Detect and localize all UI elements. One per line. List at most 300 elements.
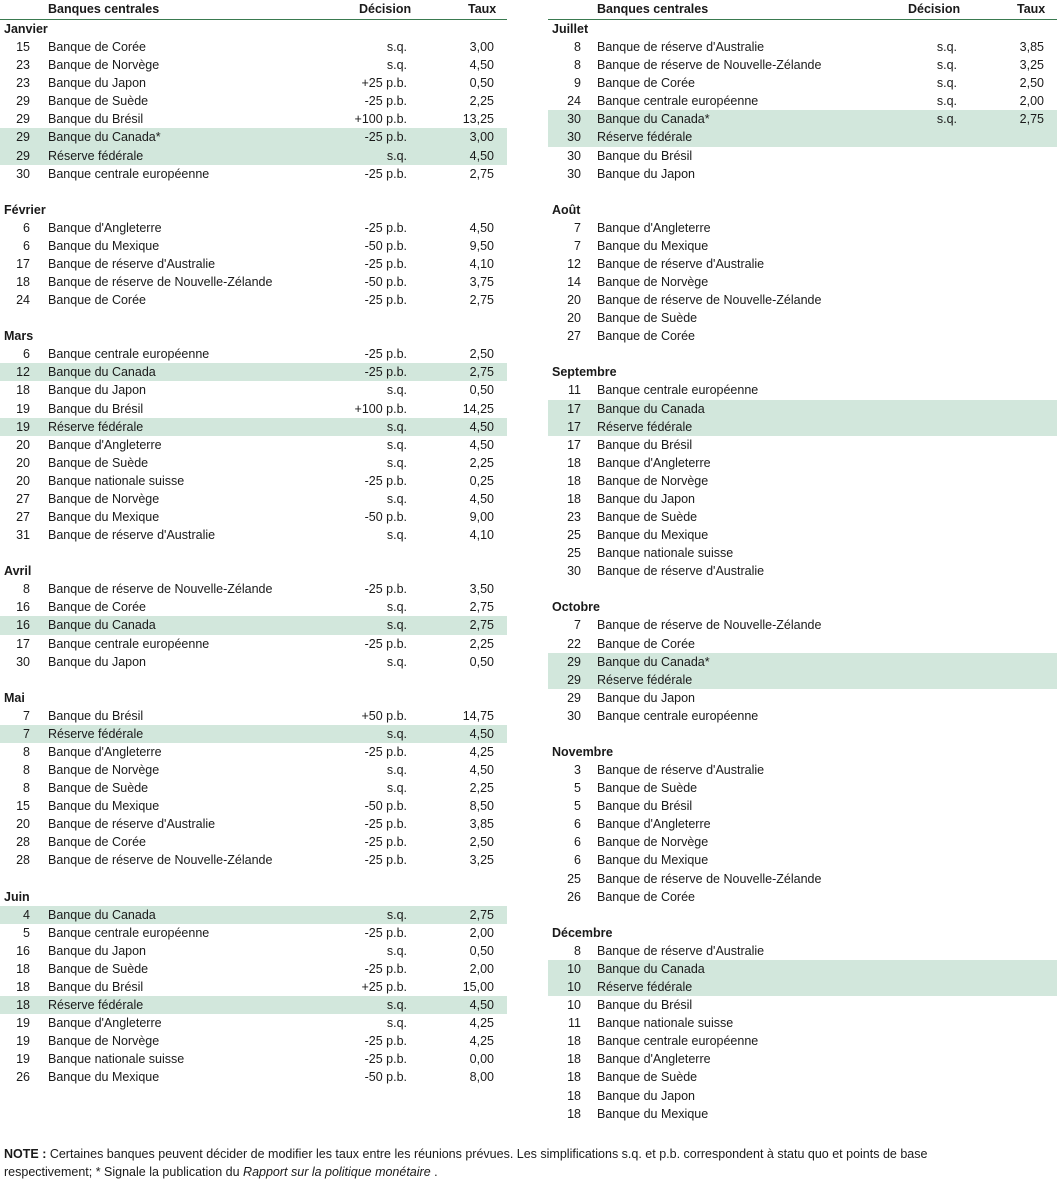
day-cell: 30 (16, 166, 30, 181)
bank-cell: Banque du Mexique (48, 799, 160, 814)
rate-cell: 8,50 (469, 799, 494, 814)
table-row (0, 400, 507, 418)
day-cell: 19 (16, 1052, 30, 1067)
table-row (548, 309, 1057, 327)
day-cell: 7 (23, 708, 30, 723)
rate-cell: 9,00 (469, 510, 494, 525)
table-row (548, 418, 1057, 436)
table-row (548, 38, 1057, 56)
bank-cell: Banque du Canada* (48, 130, 161, 145)
table-row (548, 92, 1057, 110)
bank-cell: Banque du Canada* (597, 112, 710, 127)
day-cell: 6 (574, 835, 581, 850)
bank-cell: Banque du Canada (597, 961, 705, 976)
bank-cell: Banque du Mexique (597, 853, 709, 868)
rate-cell: 3,85 (1019, 40, 1044, 54)
rate-cell: 4,50 (469, 58, 494, 73)
table-row (0, 1068, 507, 1086)
day-cell: 18 (567, 1070, 581, 1085)
rate-cell: 3,00 (469, 130, 494, 145)
rate-cell: 13,25 (462, 112, 494, 127)
table-row (548, 1105, 1057, 1123)
bank-cell: Banque d'Angleterre (48, 1016, 162, 1031)
table-row (548, 653, 1057, 671)
day-cell: 18 (567, 1106, 581, 1121)
day-cell: 17 (16, 636, 30, 651)
rate-cell: 14,25 (462, 401, 494, 416)
day-cell: 29 (567, 690, 581, 705)
day-cell: 15 (16, 40, 30, 54)
bank-cell: Banque centrale européenne (48, 166, 210, 181)
day-cell: 29 (16, 148, 30, 163)
day-cell: 6 (23, 238, 30, 253)
day-cell: 30 (567, 166, 581, 181)
day-cell: 25 (567, 546, 581, 561)
month-heading: Février (4, 202, 46, 217)
rate-cell: 2,75 (469, 166, 494, 181)
month-heading: Mars (4, 329, 34, 344)
decision-cell: -25 p.b. (364, 473, 407, 488)
day-cell: 18 (16, 961, 30, 976)
bank-cell: Réserve fédérale (48, 419, 144, 434)
day-cell: 18 (16, 998, 30, 1013)
bank-cell: Banque nationale suisse (48, 473, 185, 488)
month-heading: Juin (4, 889, 30, 904)
day-cell: 31 (16, 528, 30, 543)
day-cell: 8 (574, 58, 581, 73)
bank-cell: Banque de Corée (597, 889, 695, 904)
bank-cell: Banque centrale européenne (597, 94, 759, 109)
decision-cell: s.q. (386, 763, 407, 777)
table-row (548, 1014, 1057, 1032)
day-cell: 22 (567, 636, 581, 651)
bank-cell: Banque du Canada* (597, 654, 710, 669)
table-row (548, 237, 1057, 255)
table-row (0, 381, 507, 399)
decision-cell: s.q. (386, 654, 407, 669)
rate-cell: 8,00 (469, 1070, 494, 1085)
table-row (548, 165, 1057, 183)
decision-cell: +100 p.b. (354, 112, 407, 127)
decision-cell: s.q. (386, 726, 407, 741)
rate-cell: 0,50 (469, 383, 494, 398)
bank-cell: Banque de Norvège (48, 58, 160, 73)
decision-cell: s.q. (386, 907, 407, 922)
day-cell: 8 (23, 763, 30, 777)
decision-cell: s.q. (936, 112, 957, 127)
bank-cell: Banque de Norvège (597, 835, 709, 850)
bank-cell: Banque de Norvège (48, 1034, 160, 1049)
rate-cell: 2,50 (469, 835, 494, 850)
day-cell: 7 (574, 238, 581, 253)
month-heading: Octobre (552, 600, 600, 615)
month-heading: Mai (4, 690, 25, 705)
bank-cell: Banque de Suède (597, 1070, 698, 1085)
table-row (0, 110, 507, 128)
bank-cell: Banque de réserve de Nouvelle-Zélande (48, 853, 273, 868)
section-spacer (548, 906, 1057, 924)
decision-cell: -50 p.b. (364, 510, 407, 525)
table-row (0, 978, 507, 996)
day-cell: 16 (16, 618, 30, 633)
section-spacer (548, 345, 1057, 363)
bank-cell: Banque du Japon (597, 166, 696, 181)
bank-cell: Banque de réserve d'Australie (48, 528, 216, 543)
rate-cell: 2,25 (469, 781, 494, 796)
rate-cell: 3,25 (1019, 58, 1044, 73)
rate-cell: 4,50 (469, 998, 494, 1013)
right-table (548, 0, 1057, 1123)
rate-cell: 2,25 (469, 455, 494, 470)
rate-cell: 3,00 (469, 40, 494, 54)
day-cell: 11 (568, 383, 581, 398)
rate-cell: 4,50 (469, 419, 494, 434)
day-cell: 29 (567, 672, 581, 687)
decision-cell: -50 p.b. (364, 238, 407, 253)
header-rate: Taux (1017, 2, 1046, 16)
day-cell: 16 (16, 600, 30, 615)
day-cell: 7 (574, 618, 581, 633)
table-row (548, 671, 1057, 689)
note-label: NOTE : (4, 1147, 47, 1161)
decision-cell: -25 p.b. (364, 582, 407, 597)
table-row (0, 616, 507, 634)
day-cell: 27 (567, 329, 581, 344)
table-row (0, 219, 507, 237)
day-cell: 20 (567, 293, 581, 308)
decision-cell: s.q. (386, 419, 407, 434)
table-header (0, 0, 507, 20)
bank-cell: Banque de réserve d'Australie (597, 256, 765, 271)
decision-cell: s.q. (936, 58, 957, 73)
bank-cell: Banque de réserve d'Australie (597, 763, 765, 777)
day-cell: 27 (16, 510, 30, 525)
rate-cell: 3,25 (469, 853, 494, 868)
table-row (0, 1050, 507, 1068)
day-cell: 16 (16, 943, 30, 958)
header-decision: Décision (359, 2, 412, 16)
rate-cell: 14,75 (462, 708, 494, 723)
decision-cell: s.q. (936, 94, 957, 109)
day-cell: 5 (23, 925, 30, 940)
day-cell: 10 (567, 961, 581, 976)
decision-cell: -25 p.b. (364, 220, 407, 235)
day-cell: 19 (16, 419, 30, 434)
decision-cell: -25 p.b. (364, 817, 407, 832)
bank-cell: Banque de Norvège (48, 763, 160, 777)
day-cell: 23 (567, 510, 581, 525)
day-cell: 5 (574, 799, 581, 814)
rate-cell: 2,50 (1019, 76, 1044, 91)
day-cell: 17 (567, 401, 581, 416)
day-cell: 6 (574, 817, 581, 832)
rate-cell: 4,25 (469, 1016, 494, 1031)
rate-cell: 2,75 (469, 600, 494, 615)
table-row (548, 616, 1057, 634)
table-row (0, 508, 507, 526)
table-row (548, 400, 1057, 418)
table-row (0, 237, 507, 255)
day-cell: 19 (16, 401, 30, 416)
decision-cell: s.q. (386, 998, 407, 1013)
footnote (4, 1145, 1004, 1181)
table-row (548, 508, 1057, 526)
table-row (548, 960, 1057, 978)
rate-cell: 2,00 (1019, 94, 1044, 109)
table-row (0, 291, 507, 309)
bank-cell: Banque de Norvège (597, 275, 709, 290)
day-cell: 30 (567, 130, 581, 145)
section-spacer (0, 870, 507, 888)
bank-cell: Banque du Mexique (48, 510, 160, 525)
section-spacer (548, 580, 1057, 598)
table-row (548, 327, 1057, 345)
table-row (0, 38, 507, 56)
decision-cell: +25 p.b. (361, 76, 407, 91)
bank-cell: Banque du Brésil (597, 799, 693, 814)
decision-cell: s.q. (386, 618, 407, 633)
right-table-body (548, 20, 1057, 1123)
day-cell: 17 (567, 419, 581, 434)
table-row (0, 436, 507, 454)
table-row (0, 255, 507, 273)
table-row (0, 598, 507, 616)
table-row (0, 128, 507, 146)
day-cell: 19 (16, 1016, 30, 1031)
decision-cell: s.q. (936, 76, 957, 91)
header-bank: Banques centrales (48, 2, 160, 16)
table-row (0, 580, 507, 598)
decision-cell: +25 p.b. (361, 979, 407, 994)
rate-cell: 4,50 (469, 437, 494, 452)
table-row (0, 707, 507, 725)
day-cell: 24 (16, 293, 30, 308)
decision-cell: -50 p.b. (364, 275, 407, 290)
month-heading: Août (552, 202, 581, 217)
day-cell: 18 (16, 383, 30, 398)
bank-cell: Banque centrale européenne (48, 347, 210, 362)
decision-cell: s.q. (386, 437, 407, 452)
rate-cell: 2,25 (469, 94, 494, 109)
bank-cell: Banque centrale européenne (597, 1034, 759, 1049)
rate-cell: 4,50 (469, 148, 494, 163)
day-cell: 28 (16, 835, 30, 850)
decision-cell: -25 p.b. (364, 130, 407, 145)
table-row (548, 128, 1057, 146)
bank-cell: Banque du Brésil (48, 112, 144, 127)
day-cell: 10 (567, 998, 581, 1013)
bank-cell: Banque du Japon (597, 491, 696, 506)
bank-cell: Banque de réserve de Nouvelle-Zélande (597, 293, 822, 308)
table-row (0, 851, 507, 869)
decision-cell: -25 p.b. (364, 347, 407, 362)
table-row (548, 147, 1057, 165)
day-cell: 18 (567, 491, 581, 506)
day-cell: 18 (567, 473, 581, 488)
table-row (0, 147, 507, 165)
day-cell: 26 (16, 1070, 30, 1085)
bank-cell: Banque de Corée (597, 329, 695, 344)
month-heading: Novembre (552, 745, 614, 759)
table-row (548, 110, 1057, 128)
rate-cell: 4,50 (469, 726, 494, 741)
table-row (548, 219, 1057, 237)
bank-cell: Réserve fédérale (48, 726, 144, 741)
table-row (548, 815, 1057, 833)
day-cell: 18 (567, 1088, 581, 1103)
table-row (0, 454, 507, 472)
bank-cell: Banque du Brésil (48, 708, 144, 723)
decision-cell: s.q. (386, 781, 407, 796)
table-row (548, 56, 1057, 74)
day-cell: 20 (16, 437, 30, 452)
month-heading: Décembre (552, 925, 613, 940)
table-row (0, 960, 507, 978)
table-row (548, 526, 1057, 544)
bank-cell: Banque d'Angleterre (597, 455, 711, 470)
table-row (548, 436, 1057, 454)
rate-cell: 4,10 (469, 528, 494, 543)
table-row (548, 273, 1057, 291)
decision-cell: -25 p.b. (364, 166, 407, 181)
rate-cell: 0,00 (469, 1052, 494, 1067)
decision-cell: s.q. (386, 943, 407, 958)
day-cell: 8 (574, 943, 581, 958)
rate-cell: 2,00 (469, 961, 494, 976)
day-cell: 29 (16, 130, 30, 145)
table-row (0, 906, 507, 924)
table-row (0, 345, 507, 363)
day-cell: 19 (16, 1034, 30, 1049)
table-row (0, 472, 507, 490)
table-row (548, 996, 1057, 1014)
table-row (548, 454, 1057, 472)
bank-cell: Banque de Suède (48, 961, 149, 976)
note-text: Certaines banques peuvent décider de modifier les taux entre les réunions prévues. Les simplifications s.q. et p.b. correspondent à statu quo et points de base respectivement; * Signale la publication du (4, 1147, 928, 1179)
decision-cell: -25 p.b. (364, 293, 407, 308)
bank-cell: Banque centrale européenne (48, 636, 210, 651)
bank-cell: Banque de réserve de Nouvelle-Zélande (48, 582, 273, 597)
decision-cell: +50 p.b. (361, 708, 407, 723)
table-row (548, 74, 1057, 92)
day-cell: 30 (567, 708, 581, 723)
rate-cell: 4,25 (469, 744, 494, 759)
decision-cell: -25 p.b. (364, 925, 407, 940)
table-row (0, 1032, 507, 1050)
decision-cell: -50 p.b. (364, 799, 407, 814)
table-header (548, 0, 1057, 20)
rate-cell: 4,50 (469, 220, 494, 235)
day-cell: 18 (567, 455, 581, 470)
day-cell: 20 (16, 817, 30, 832)
table-row (0, 743, 507, 761)
rate-cell: 3,85 (469, 817, 494, 832)
table-row (0, 942, 507, 960)
bank-cell: Banque du Mexique (48, 1070, 160, 1085)
table-row (0, 725, 507, 743)
bank-cell: Banque du Canada (48, 618, 156, 633)
bank-cell: Banque d'Angleterre (48, 437, 162, 452)
table-row (0, 924, 507, 942)
rate-cell: 4,10 (469, 256, 494, 271)
month-heading: Avril (4, 564, 32, 579)
day-cell: 28 (16, 853, 30, 868)
day-cell: 12 (567, 256, 581, 271)
month-heading: Janvier (4, 22, 48, 36)
day-cell: 25 (567, 871, 581, 886)
bank-cell: Banque du Canada (48, 365, 156, 380)
decision-cell: +100 p.b. (354, 401, 407, 416)
note-end: . (430, 1165, 438, 1179)
day-cell: 30 (567, 148, 581, 163)
rate-cell: 15,00 (462, 979, 494, 994)
bank-cell: Banque de Corée (48, 600, 146, 615)
rate-cell: 4,50 (469, 491, 494, 506)
header-bank: Banques centrales (597, 2, 709, 16)
day-cell: 25 (567, 528, 581, 543)
rate-cell: 4,25 (469, 1034, 494, 1049)
day-cell: 8 (23, 744, 30, 759)
month-heading: Septembre (552, 365, 617, 380)
table-row (0, 833, 507, 851)
bank-cell: Banque du Brésil (48, 979, 144, 994)
day-cell: 20 (567, 311, 581, 326)
rate-cell: 2,75 (469, 618, 494, 633)
table-row (0, 418, 507, 436)
table-row (548, 635, 1057, 653)
table-row (548, 870, 1057, 888)
day-cell: 7 (574, 220, 581, 235)
day-cell: 8 (23, 582, 30, 597)
bank-cell: Réserve fédérale (48, 148, 144, 163)
day-cell: 8 (574, 40, 581, 54)
table-row (548, 833, 1057, 851)
day-cell: 12 (16, 365, 30, 380)
bank-cell: Banque d'Angleterre (48, 744, 162, 759)
decision-cell: s.q. (386, 1016, 407, 1031)
bank-cell: Banque de Suède (597, 781, 698, 796)
decision-cell: -25 p.b. (364, 744, 407, 759)
bank-cell: Banque de réserve de Nouvelle-Zélande (597, 871, 822, 886)
day-cell: 30 (16, 654, 30, 669)
day-cell: 3 (574, 763, 581, 777)
table-row (0, 490, 507, 508)
bank-cell: Banque centrale européenne (48, 925, 210, 940)
table-row (548, 1050, 1057, 1068)
bank-cell: Réserve fédérale (597, 130, 693, 145)
day-cell: 30 (567, 564, 581, 579)
section-spacer (0, 671, 507, 689)
day-cell: 23 (16, 76, 30, 91)
table-row (548, 472, 1057, 490)
rate-cell: 4,50 (469, 763, 494, 777)
day-cell: 6 (23, 220, 30, 235)
rate-cell: 0,50 (469, 943, 494, 958)
day-cell: 10 (567, 979, 581, 994)
bank-cell: Banque de réserve d'Australie (597, 943, 765, 958)
table-row (548, 490, 1057, 508)
decision-cell: -25 p.b. (364, 94, 407, 109)
decision-cell: s.q. (386, 528, 407, 543)
bank-cell: Banque du Mexique (597, 528, 709, 543)
table-row (0, 363, 507, 381)
decision-cell: -25 p.b. (364, 1052, 407, 1067)
bank-cell: Banque de réserve de Nouvelle-Zélande (597, 618, 822, 633)
rate-cell: 2,50 (469, 347, 494, 362)
decision-cell: -50 p.b. (364, 1070, 407, 1085)
decision-cell: s.q. (386, 148, 407, 163)
table-row (548, 291, 1057, 309)
